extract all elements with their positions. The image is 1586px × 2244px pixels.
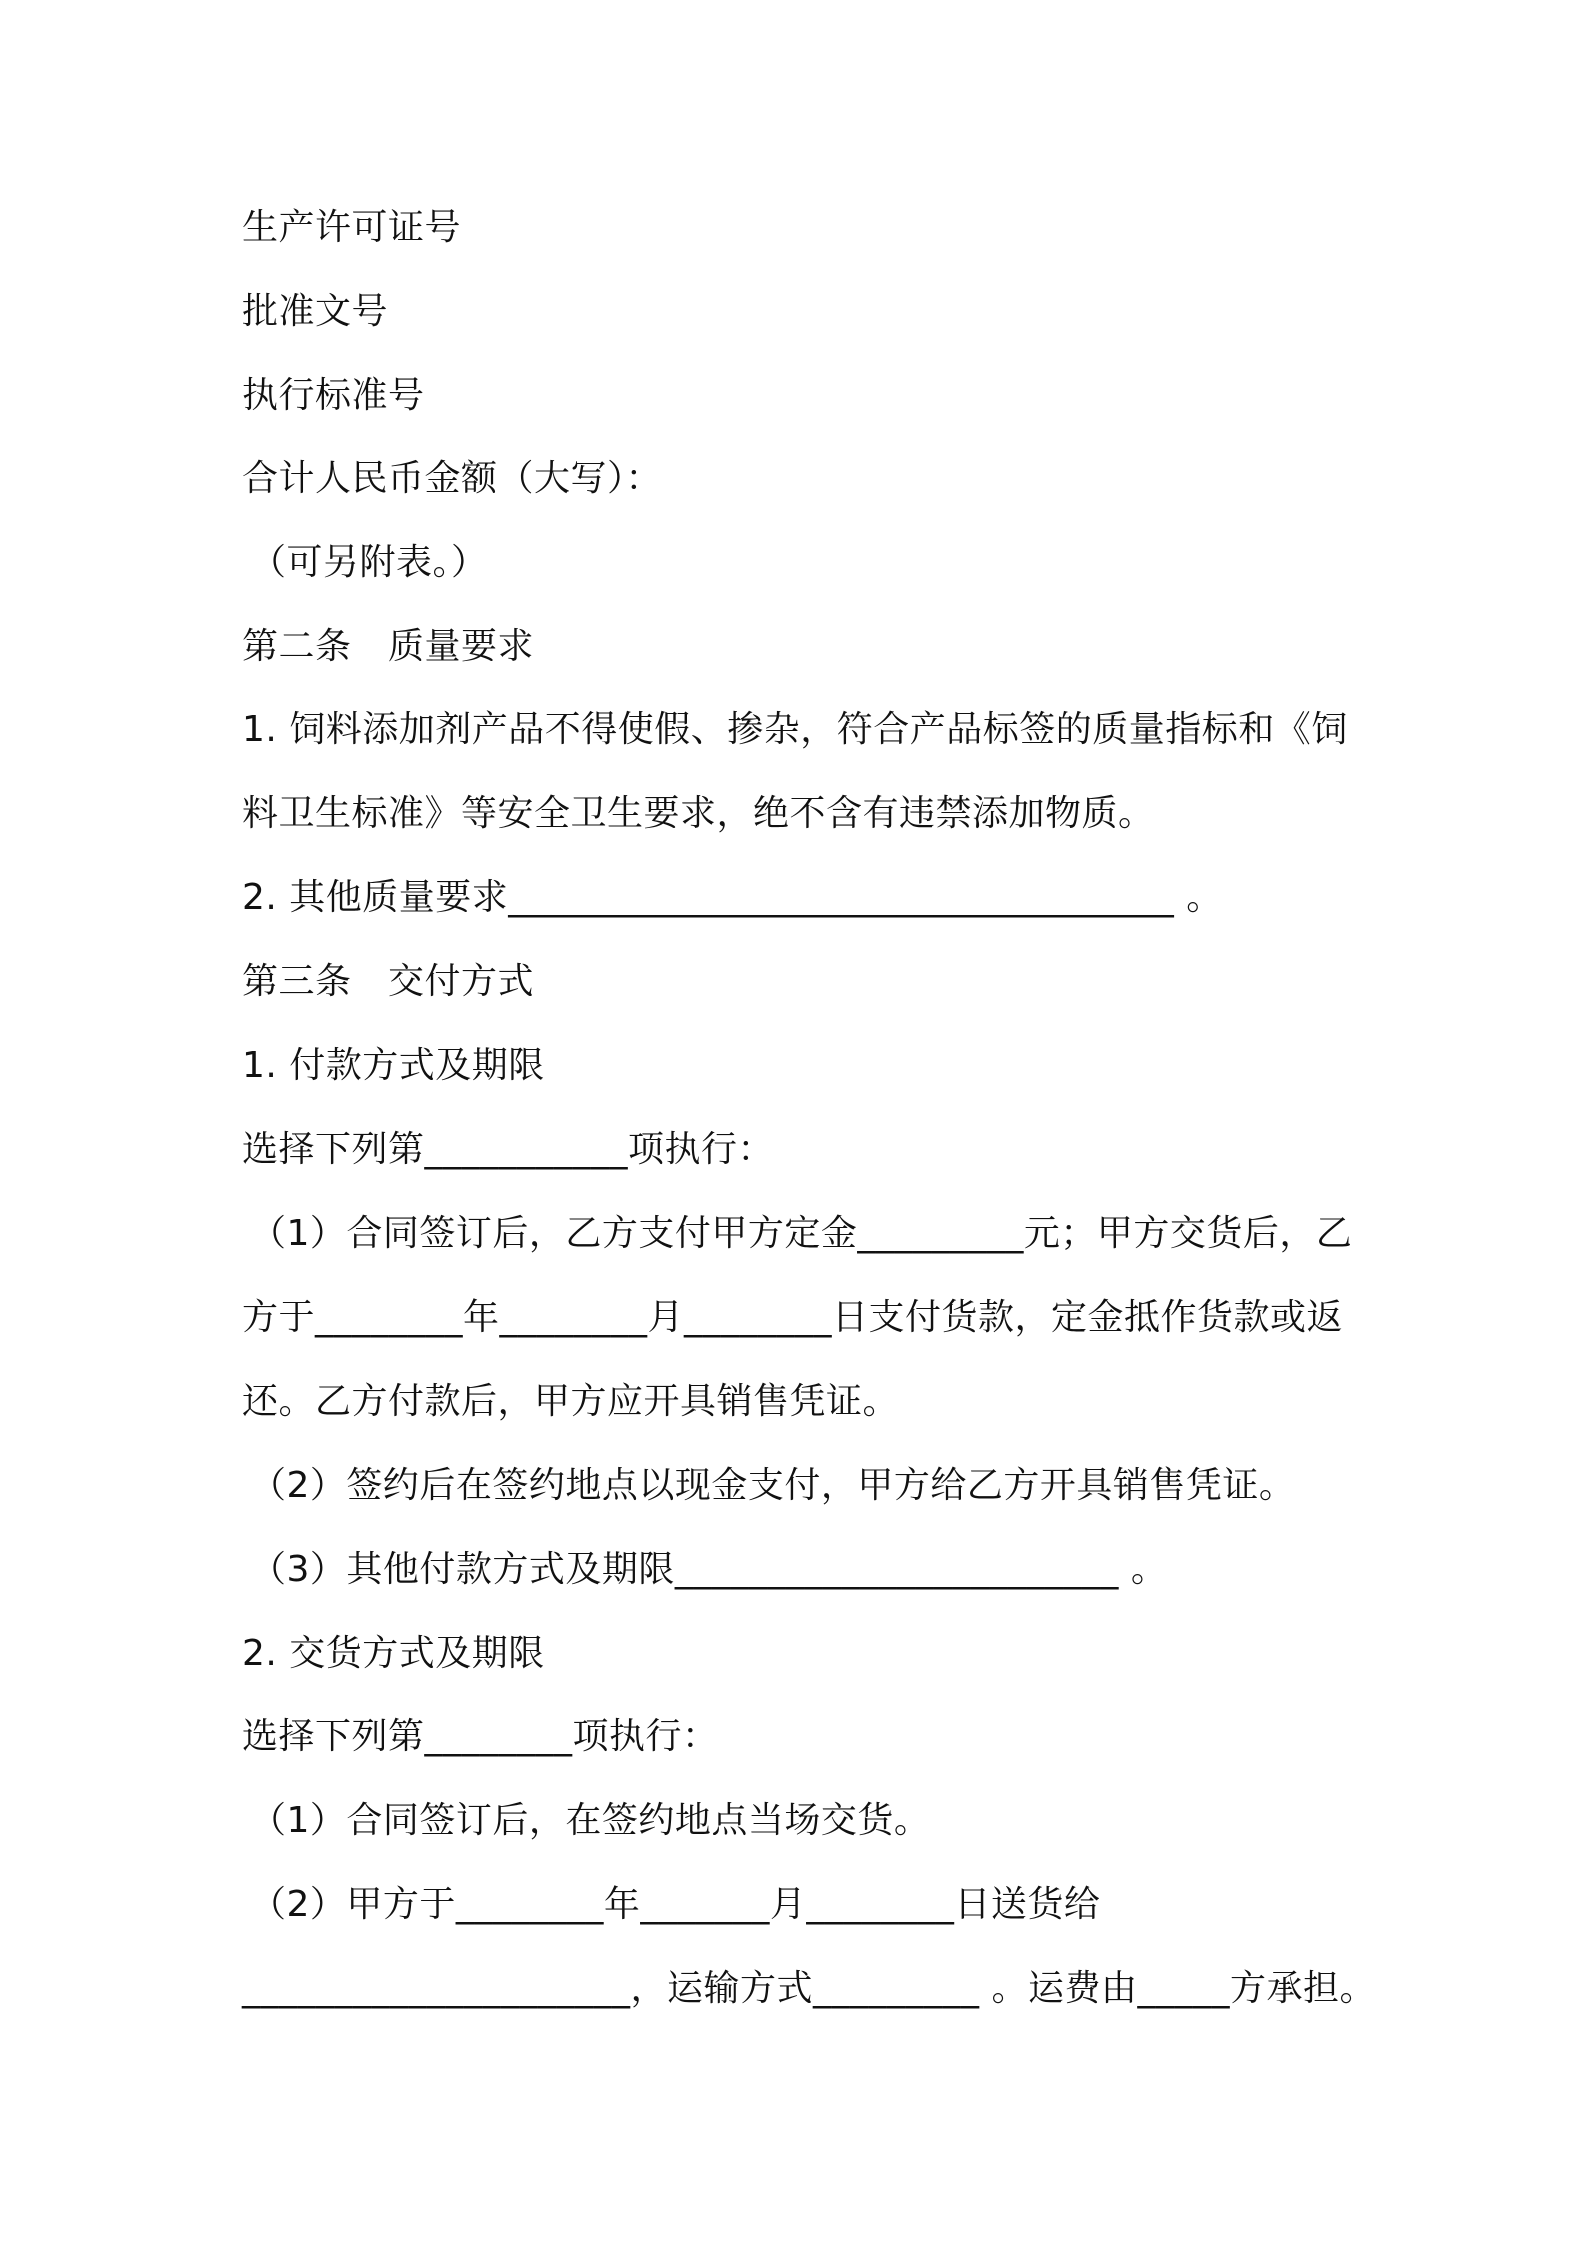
production-license-line: 生产许可证号	[242, 207, 462, 248]
delivery-option-select-line: 选择下列第________项执行：	[242, 1716, 719, 1757]
payment-option-1-line-3: 还。乙方付款后，甲方应开具销售凭证。	[242, 1381, 900, 1422]
total-amount-line: 合计人民币金额（大写）：	[242, 458, 663, 499]
standard-number-line: 执行标准号	[242, 375, 425, 416]
quality-clause-1-line-2: 料卫生标准》等安全卫生要求，绝不含有违禁添加物质。	[242, 793, 1155, 834]
quality-clause-2: 2. 其他质量要求____________________________________ 。	[242, 877, 1223, 918]
payment-option-1-line-2: 方于________年________月________日支付货款，定金抵作货款或返	[242, 1297, 1344, 1338]
article-three-heading: 第三条 交付方式	[242, 961, 535, 1002]
attachment-note: （可另附表。）	[250, 542, 488, 583]
quality-clause-1-line-1: 1. 饲料添加剂产品不得使假、掺杂，符合产品标签的质量指标和《饲	[242, 709, 1348, 750]
payment-method-heading: 1. 付款方式及期限	[242, 1045, 545, 1086]
delivery-option-1: （1）合同签订后，在签约地点当场交货。	[250, 1800, 931, 1841]
delivery-method-heading: 2. 交货方式及期限	[242, 1633, 545, 1674]
payment-option-2: （2）签约后在签约地点以现金支付，甲方给乙方开具销售凭证。	[250, 1465, 1296, 1506]
delivery-option-2-line-2: _____________________，运输方式_________ 。运费由_____方承担。	[242, 1968, 1376, 2009]
article-two-heading: 第二条 质量要求	[242, 626, 535, 667]
payment-option-1-line-1: （1）合同签订后，乙方支付甲方定金_________元；甲方交货后，乙	[250, 1213, 1353, 1254]
payment-option-select-line: 选择下列第___________项执行：	[242, 1129, 775, 1170]
payment-option-3: （3）其他付款方式及期限________________________ 。	[250, 1549, 1168, 1590]
delivery-option-2-line-1: （2）甲方于________年_______月________日送货给	[250, 1884, 1101, 1925]
approval-number-line: 批准文号	[242, 291, 389, 332]
